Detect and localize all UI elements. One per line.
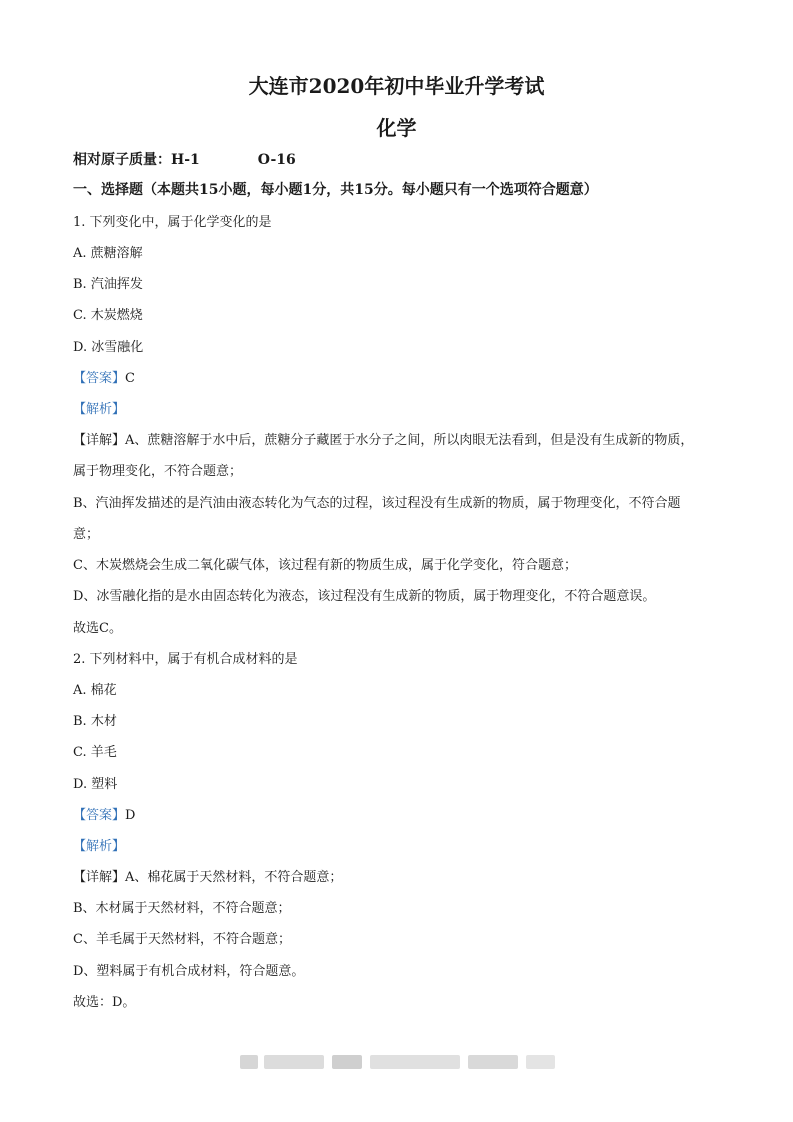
q2-answer	[73, 807, 723, 824]
q1-stem: 1. 下列变化中，属于化学变化的是	[73, 215, 272, 230]
q2-option-c: C. 羊毛	[73, 745, 117, 760]
q2-detail-b: B、木材属于天然材料，不符合题意；	[73, 901, 291, 916]
q2-detail-d: D、塑料属于有机合成材料，符合题意。	[73, 964, 305, 979]
q2-option-a: A. 棉花	[73, 683, 117, 698]
exam-title: 大连市2020年初中毕业升学考试	[248, 74, 545, 98]
subject-title: 化学	[376, 116, 417, 140]
q1-option-a: A. 蔗糖溶解	[73, 246, 143, 261]
atomic-mass-line	[73, 152, 723, 169]
q2-conclusion: 故选：D。	[73, 995, 136, 1010]
q1-answer-tag: 【答案】	[73, 371, 126, 386]
q2-analysis	[73, 838, 723, 855]
section-heading: 一、选择题（本题共15小题，每小题1分，共15分。每小题只有一个选项符合题意）	[73, 182, 598, 198]
q1-analysis	[73, 401, 723, 418]
q1-detail-a-line1	[73, 432, 723, 449]
footer-watermark	[240, 1055, 555, 1069]
q1-option-c: C. 木炭燃烧	[73, 308, 143, 323]
q2-detail-c: C、羊毛属于天然材料，不符合题意；	[73, 932, 291, 947]
q1-option-b: B. 汽油挥发	[73, 277, 143, 292]
q1-detail-b-line2: 意；	[73, 527, 100, 542]
q2-detail-a	[73, 869, 723, 886]
q1-answer	[73, 370, 723, 387]
q2-stem: 2. 下列材料中，属于有机合成材料的是	[73, 652, 298, 667]
q1-detail-tag: 【详解】	[73, 433, 126, 448]
q2-answer-value: D	[125, 808, 136, 823]
q2-answer-tag: 【答案】	[73, 808, 126, 823]
atomic-mass-o: O-16	[257, 152, 296, 168]
atomic-mass-h: 相对原子质量：H-1	[73, 152, 200, 168]
q2-option-d: D. 塑料	[73, 777, 118, 792]
q1-answer-value: C	[125, 371, 135, 386]
q1-detail-a-line2: 属于物理变化，不符合题意；	[73, 464, 243, 479]
q1-detail-d: D、冰雪融化指的是水由固态转化为液态，该过程没有生成新的物质，属于物理变化，不符合题意误。	[73, 589, 656, 604]
q2-option-b: B. 木材	[73, 714, 117, 729]
q1-analysis-tag: 【解析】	[73, 402, 126, 417]
q2-detail-a-text: A、棉花属于天然材料，不符合题意；	[125, 870, 343, 885]
q1-conclusion: 故选C。	[73, 621, 122, 636]
q1-option-d: D. 冰雪融化	[73, 340, 144, 355]
q1-detail-c: C、木炭燃烧会生成二氧化碳气体，该过程有新的物质生成，属于化学变化，符合题意；	[73, 558, 577, 573]
q1-detail-a-text: A、蔗糖溶解于水中后，蔗糖分子藏匿于水分子之间，所以肉眼无法看到，但是没有生成新的物质，	[125, 433, 694, 448]
q2-analysis-tag: 【解析】	[73, 839, 126, 854]
q1-detail-b-line1: B、汽油挥发描述的是汽油由液态转化为气态的过程，该过程没有生成新的物质，属于物理变化，不符合题	[73, 496, 681, 511]
q2-detail-tag: 【详解】	[73, 870, 126, 885]
